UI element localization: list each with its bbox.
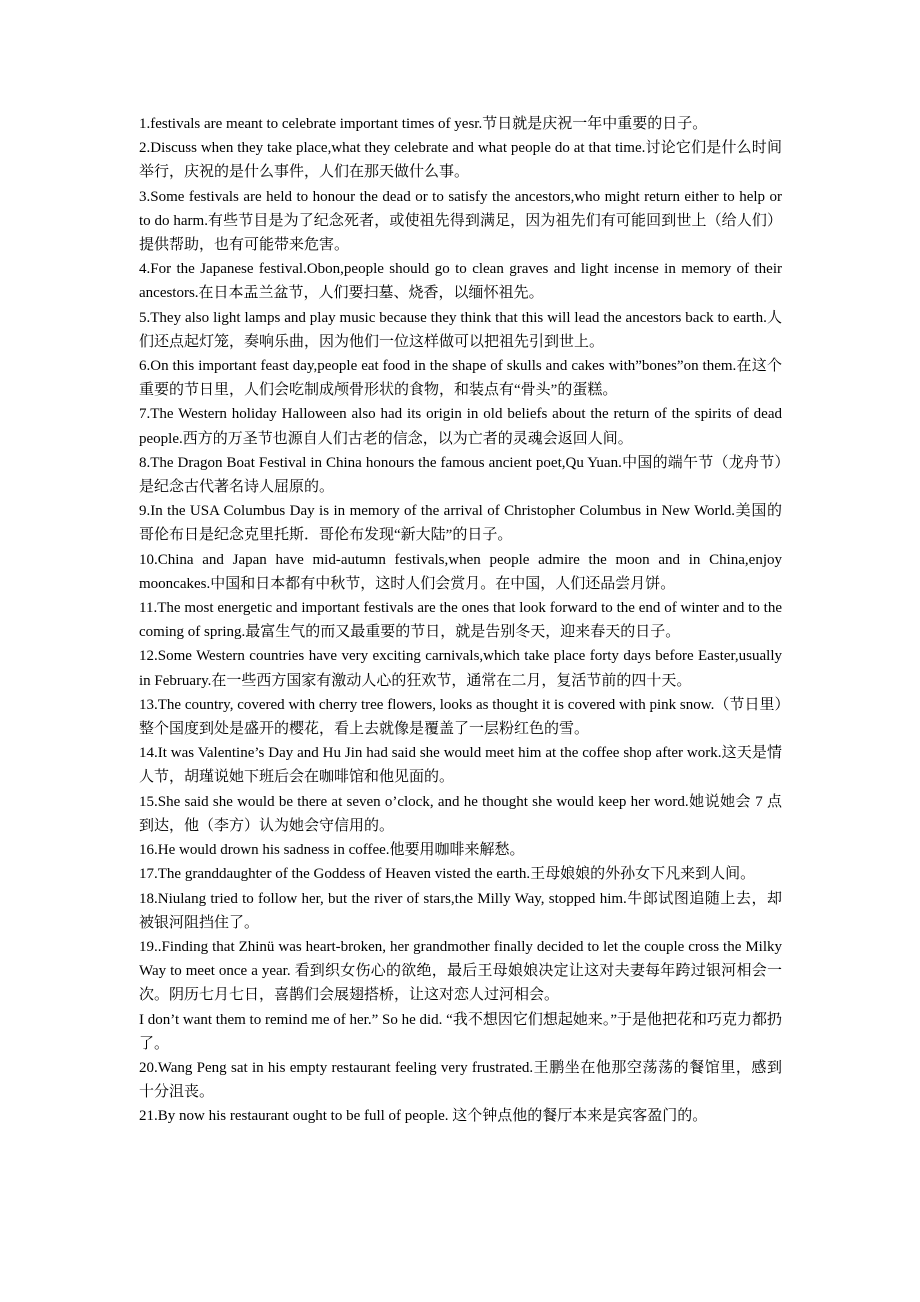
paragraph-9: 9.In the USA Columbus Day is in memory of the arrival of Christopher Columbus in New World.美国的哥伦布日是纪念克里托斯．哥伦布发现“新大陆”的日子。 xyxy=(139,503,782,544)
paragraph-17: 17.The granddaughter of the Goddess of Heaven visted the earth.王母娘娘的外孙女下凡来到人间。 xyxy=(139,866,756,883)
paragraph-21: 21.By now his restaurant ought to be full of people. 这个钟点他的餐厅本来是宾客盈门的。 xyxy=(139,1108,708,1125)
paragraph-4: 4.For the Japanese festival.Obon,people should go to clean graves and light incense in memory of their ancestors.在日本盂兰盆节，人们要扫墓、烧香，以缅怀祖先。 xyxy=(139,261,782,302)
paragraph-5: 5.They also light lamps and play music because they think that this will lead the ancestors back to earth.人们还点起灯笼，奏响乐曲，因为他们一位这样做可以把祖先引到世上。 xyxy=(139,309,782,350)
paragraph-10: 10.China and Japan have mid-autumn festivals,when people admire the moon and in China,enjoy mooncakes.中国和日本都有中秋节，这时人们会赏月。在中国，人们还品尝月饼。 xyxy=(139,551,782,592)
paragraph-1: 1.festivals are meant to celebrate important times of yesr.节日就是庆祝一年中重要的日子。 xyxy=(139,116,708,132)
paragraph-19-continued: I don’t want them to remind me of her.” So he did. “我不想因它们想起她来。”于是他把花和巧克力都扔了。 xyxy=(139,1011,782,1052)
paragraph-19: 19..Finding that Zhinü was heart-broken, her grandmother finally decided to let the couple cross the Milky Way to meet once a year. 看到织女伤心的欲绝，最后王母娘娘决定让这对夫妻每年跨过银河相会一次。阴历七月七日，喜鹊们会展翅搭桥，让这对恋人过河相会。 xyxy=(139,938,782,1004)
paragraph-12: 12.Some Western countries have very exciting carnivals,which take place forty days before Easter,usually in February.在一些西方国家有激动人心的狂欢节，通常在二月，复活节前的四十天。 xyxy=(139,648,782,689)
paragraph-18: 18.Niulang tried to follow her, but the river of stars,the Milly Way, stopped him.牛郎试图追随上去，却被银河阻挡住了。 xyxy=(139,890,782,931)
document-body xyxy=(139,112,782,1129)
paragraph-20: 20.Wang Peng sat in his empty restaurant feeling very frustrated.王鹏坐在他那空荡荡的餐馆里，感到十分沮丧。 xyxy=(139,1059,782,1101)
paragraph-16: 16.He would drown his sadness in coffee.他要用咖啡来解愁。 xyxy=(139,842,525,859)
paragraph-11: 11.The most energetic and important festivals are the ones that look forward to the end of winter and to the coming of spring.最富生气的而又最重要的节日，就是告别冬天，迎来春天的日子。 xyxy=(139,600,782,641)
paragraph-8: 8.The Dragon Boat Festival in China honours the famous ancient poet,Qu Yuan.中国的端午节（龙舟节）是纪念古代著名诗人屈原的。 xyxy=(139,454,782,496)
paragraph-7: 7.The Western holiday Halloween also had its origin in old beliefs about the return of the spirits of dead people.西方的万圣节也源自人们古老的信念，以为亡者的灵魂会返回人间。 xyxy=(139,406,782,447)
paragraph-6: 6.On this important feast day,people eat food in the shape of skulls and cakes with”bones”on them.在这个重要的节日里，人们会吃制成颅骨形状的食物，和装点有“骨头”的蛋糕。 xyxy=(139,358,782,399)
paragraph-2: 2.Discuss when they take place,what they celebrate and what people do at that time.讨论它们是什么时间举行，庆祝的是什么事件，人们在那天做什么事。 xyxy=(139,140,782,181)
paragraph-13: 13.The country, covered with cherry tree flowers, looks as thought it is covered with pink snow.（节日里）整个国度到处是盛开的樱花，看上去就像是覆盖了一层粉红色的雪。 xyxy=(139,696,782,738)
paragraph-3: 3.Some festivals are held to honour the dead or to satisfy the ancestors,who might return either to help or to do harm.有些节目是为了纪念死者，或使祖先得到满足，因为祖先们有可能回到世上（给人们）提供帮助，也有可能带来危害。 xyxy=(139,188,782,254)
paragraph-15: 15.She said she would be there at seven o’clock, and he thought she would keep her word.她说她会 7 点到达，他（李方）认为她会守信用的。 xyxy=(139,793,782,834)
paragraph-14: 14.It was Valentine’s Day and Hu Jin had said she would meet him at the coffee shop after work.这天是情人节，胡瑾说她下班后会在咖啡馆和他见面的。 xyxy=(139,745,782,786)
